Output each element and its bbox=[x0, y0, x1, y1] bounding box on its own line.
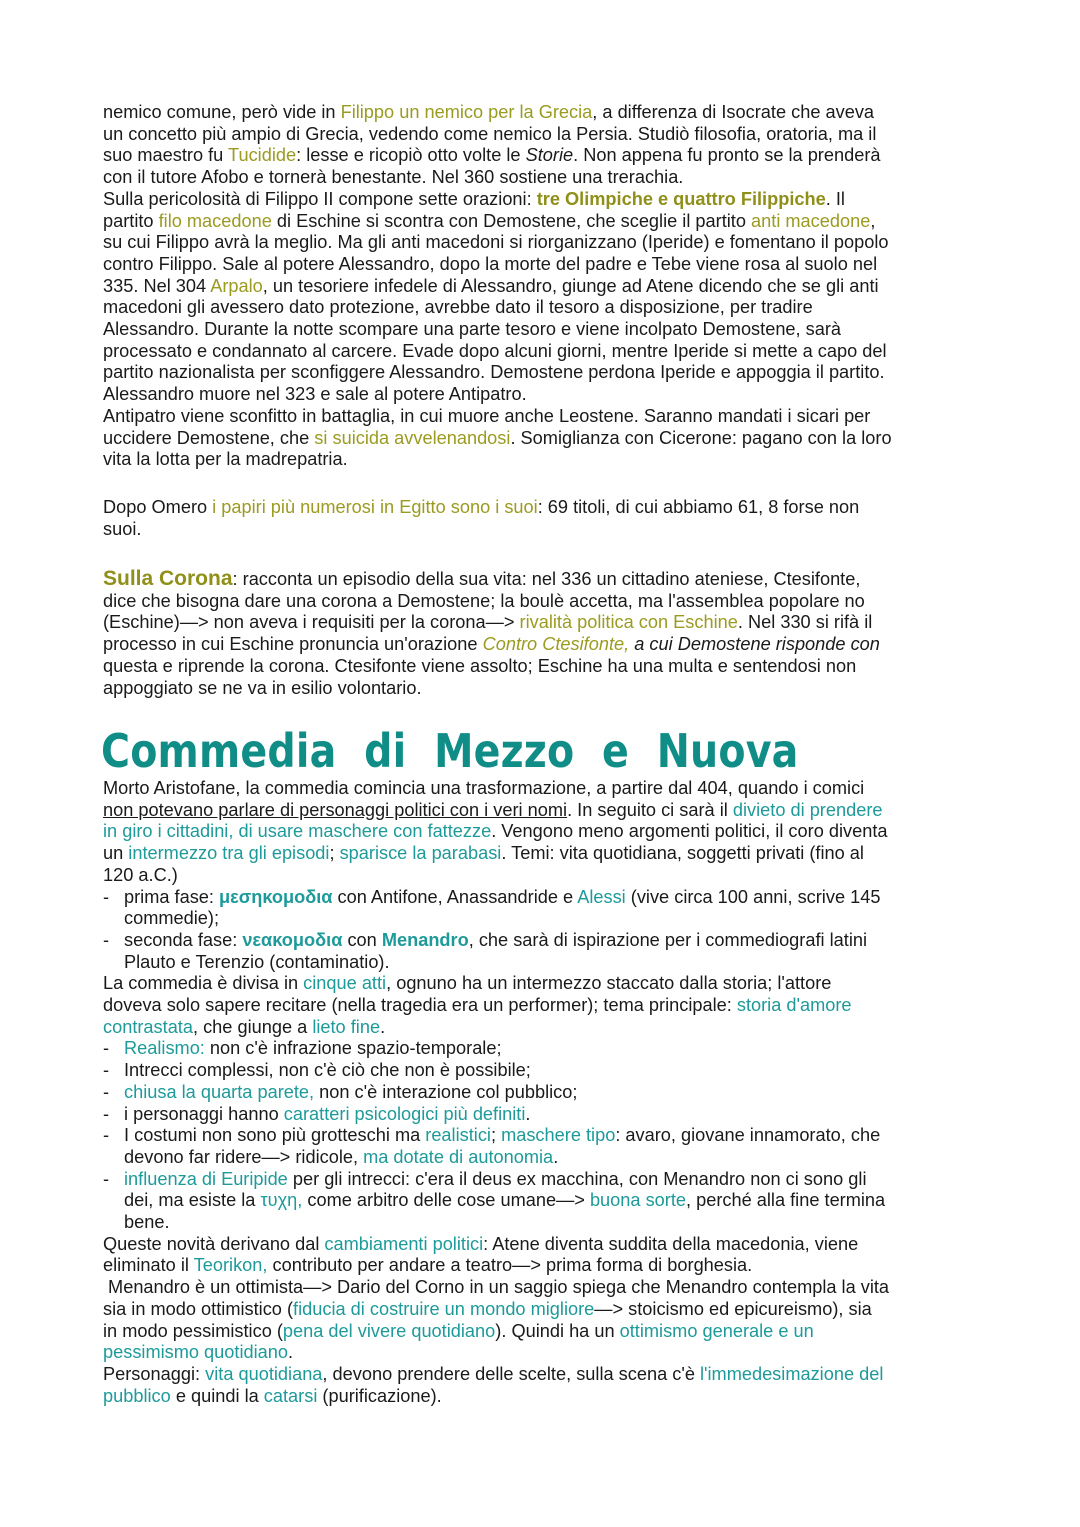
text-line: suo maestro fu Tucidide: lesse e ricopiò otto volte le Storie. Non appena fu pronto se la prenderà bbox=[103, 145, 881, 166]
text-line: Antipatro viene sconfitto in battaglia, in cui muore anche Leostene. Saranno mandati i sicari per bbox=[103, 405, 871, 426]
text-line: dice che bisogna dare una corona a Demostene; la boulè accetta, ma l'assemblea popolare no bbox=[103, 590, 865, 611]
paragraph-sulla-corona bbox=[103, 568, 983, 699]
highlight-teal: in giro i cittadini bbox=[103, 821, 229, 842]
highlight-teal: caratteri psicologici più definiti bbox=[283, 1103, 526, 1124]
highlight-olive: Tucidide bbox=[228, 145, 297, 166]
highlight-teal: l'immedesimazione del bbox=[699, 1363, 884, 1384]
text-line: un concetto più ampio di Grecia, vedendo come nemico la Persia. Studiò filosofia, oratoria, ma il bbox=[103, 123, 877, 144]
bullet-dash: - bbox=[103, 1125, 110, 1146]
italic-title: Storie bbox=[525, 145, 574, 166]
list-item: - I costumi non sono più grotteschi ma realistici; maschere tipo: avaro, giovane innamorato, che devono far ridere—> ridicole, ma dotate di autonomia. bbox=[103, 1125, 881, 1167]
highlight-teal: maschere tipo bbox=[501, 1125, 616, 1146]
text-line: processo in cui Eschine pronuncia un'orazione Contro Ctesifonte, a cui Demostene risponde con bbox=[103, 634, 880, 655]
section-heading: Commedia di Mezzo e Nuova bbox=[101, 724, 799, 778]
list-item: - chiusa la quarta parete, non c'è interazione col pubblico; bbox=[103, 1081, 578, 1102]
text-line: in giro i cittadini, di usare maschere con fattezze. Vengono meno argomenti politici, il coro diventa bbox=[103, 821, 888, 842]
bullet-dash: - bbox=[103, 886, 110, 907]
paragraph-demostene bbox=[103, 102, 983, 471]
highlight-teal: intermezzo tra gli episodi bbox=[128, 843, 330, 864]
text-line: Sulla pericolosità di Filippo II compone sette orazioni: tre Olimpiche e quattro Filippiche. Il bbox=[103, 188, 845, 209]
greek-term: τυχη, bbox=[260, 1190, 303, 1211]
section-subtitle: Sulla Corona bbox=[103, 567, 233, 590]
highlight-olive: anti macedone bbox=[751, 210, 871, 231]
highlight-teal: ottimismo generale e un bbox=[619, 1320, 814, 1341]
bullet-dash: - bbox=[103, 1168, 110, 1189]
text-line: 120 a.C.) bbox=[103, 864, 178, 885]
underlined-text: non potevano parlare di personaggi politici con i veri nomi bbox=[103, 799, 568, 820]
text-line: su cui Filippo avrà la meglio. Ma gli anti macedoni si riorganizzano (Iperide) e fomentano il popolo bbox=[103, 232, 889, 253]
text-line: contro Filippo. Sale al potere Alessandro, dopo la morte del padre e Tebe viene rosa al suolo nel bbox=[103, 253, 878, 274]
text-line: macedoni gli avessero dato protezione, avrebbe dato il tesoro a disposizione, per tradire bbox=[103, 297, 813, 318]
list-item: - seconda fase: νεακομοδια con Menandro, che sarà di ispirazione per i commediografi latini Plauto e Terenzio (contaminatio). bbox=[103, 929, 868, 972]
highlight-teal: cinque atti bbox=[303, 973, 387, 994]
text-line: Alessandro muore nel 323 e sale al potere Antipatro. bbox=[103, 384, 527, 405]
highlight-teal: divieto di prendere bbox=[732, 799, 883, 820]
highlight-teal: Alessi bbox=[577, 886, 626, 907]
highlight-olive-bold: tre Olimpiche e quattro Filippiche bbox=[536, 188, 826, 209]
highlight-teal: lieto fine bbox=[312, 1016, 381, 1037]
highlight-teal: catarsi bbox=[263, 1385, 318, 1406]
text-line: Queste novità derivano dal cambiamenti politici: Atene diventa suddita della macedonia, viene bbox=[103, 1233, 859, 1254]
text-line: eliminato il Teorikon, contributo per andare a teatro—> prima forma di borghesia. bbox=[103, 1255, 753, 1276]
highlight-teal: pena del vivere quotidiano bbox=[282, 1320, 496, 1341]
highlight-teal: buona sorte bbox=[589, 1190, 686, 1211]
text-line: in modo pessimistico (pena del vivere quotidiano). Quindi ha un ottimismo generale e un bbox=[103, 1320, 814, 1341]
highlight-teal: cambiamenti politici bbox=[324, 1233, 484, 1254]
text-line: Dopo Omero i papiri più numerosi in Egitto sono i suoi: 69 titoli, di cui abbiamo 61, 8 forse non bbox=[103, 497, 860, 517]
list-item: - i personaggi hanno caratteri psicologici più definiti. bbox=[103, 1103, 531, 1124]
text-line: pubblico e quindi la catarsi (purificazione). bbox=[103, 1385, 442, 1406]
highlight-teal: vita quotidiana bbox=[205, 1363, 323, 1384]
highlight-olive: filo macedone bbox=[158, 210, 272, 231]
list-item: - prima fase: μεσηκομοδια con Antifone, Anassandride e Alessi (vive circa 100 anni, scrive 145 commedie); bbox=[103, 886, 881, 929]
bullet-dash: - bbox=[103, 1103, 110, 1124]
greek-term: μεσηκομοδια bbox=[219, 886, 333, 907]
text-line: un intermezzo tra gli episodi; sparisce la parabasi. Temi: vita quotidiana, soggetti privati (fino al bbox=[103, 843, 864, 864]
text-line: doveva solo sapere recitare (nella tragedia era un performer); tema principale: storia d'amore bbox=[103, 995, 852, 1016]
text-line: partito nazionalista per sconfiggere Alessandro. Demostene perdona Iperide e appoggia il partito. bbox=[103, 362, 885, 383]
highlight-teal: influenza di Euripide bbox=[124, 1168, 288, 1189]
highlight-teal: di usare maschere con fattezze bbox=[238, 821, 492, 842]
bullet-dash: - bbox=[103, 1081, 110, 1102]
highlight-teal: sparisce la parabasi bbox=[339, 843, 502, 864]
text-line: suoi. bbox=[103, 518, 142, 539]
text-line: Alessandro. Durante la notte scompare una parte tesoro e viene incolpato Demostene, sarà bbox=[103, 319, 842, 340]
text-line: vita la lotta per la madrepatria. bbox=[103, 449, 348, 470]
highlight-teal-bold: Menandro bbox=[381, 929, 469, 950]
highlight-teal: pessimismo quotidiano bbox=[103, 1342, 289, 1363]
text-line: (Eschine)—> non aveva i requisiti per la corona—> rivalità politica con Eschine. Nel 330 si rifà il bbox=[103, 612, 873, 633]
text-line: processato e condannato al carcere. Evade dopo alcuni giorni, mentre Iperide si mette a capo del bbox=[103, 340, 887, 361]
text-line: Morto Aristofane, la commedia comincia una trasformazione, a partire dal 404, quando i comici bbox=[103, 778, 865, 798]
text-line: La commedia è divisa in cinque atti, ognuno ha un intermezzo staccato dalla storia; l'attore bbox=[103, 973, 832, 994]
paragraph-papiri bbox=[103, 497, 983, 540]
text-line: questa e riprende la corona. Ctesifonte viene assolto; Eschine ha una multa e sentendosi non bbox=[103, 655, 857, 676]
highlight-olive-italic: Contro Ctesifonte, bbox=[482, 634, 630, 655]
bullet-dash: - bbox=[103, 1038, 110, 1059]
text-line: contrastata, che giunge a lieto fine. bbox=[103, 1016, 386, 1037]
list-item: - Intrecci complessi, non c'è ciò che non è possibile; bbox=[103, 1060, 531, 1081]
highlight-teal: chiusa la quarta parete, bbox=[124, 1081, 315, 1102]
list-item: - Realismo: non c'è infrazione spazio-temporale; bbox=[103, 1038, 502, 1059]
highlight-teal: pubblico bbox=[103, 1385, 171, 1406]
text-line: non potevano parlare di personaggi politici con i veri nomi. In seguito ci sarà il divieto di prendere bbox=[103, 799, 883, 820]
text-line: con il tutore Afobo e tornerà benestante. Nel 360 sostiene una trerachia. bbox=[103, 167, 684, 188]
text-line: Sulla Corona: racconta un episodio della sua vita: nel 336 un cittadino ateniese, Ctesifonte, bbox=[103, 567, 861, 590]
highlight-teal: Teorikon, bbox=[193, 1255, 268, 1276]
highlight-teal: fiducia di costruire un mondo migliore bbox=[293, 1298, 595, 1319]
highlight-olive: si suicida avvelenandosi bbox=[314, 427, 511, 448]
highlight-olive: Filippo un nemico per la Grecia bbox=[340, 102, 593, 122]
paragraph-commedia bbox=[103, 778, 983, 1407]
highlight-teal: storia d'amore bbox=[736, 995, 852, 1016]
highlight-olive: rivalità politica con Eschine bbox=[519, 612, 738, 633]
text-line: appoggiato se ne va in esilio volontario. bbox=[103, 677, 422, 698]
greek-term: νεακομοδια bbox=[242, 929, 343, 950]
bullet-dash: - bbox=[103, 929, 110, 950]
text-line: Personaggi: vita quotidiana, devono prendere delle scelte, sulla scena c'è l'immedesimazione del bbox=[103, 1363, 884, 1384]
highlight-teal: realistici bbox=[425, 1125, 491, 1146]
text-line: uccidere Demostene, che si suicida avvelenandosi. Somiglianza con Cicerone: pagano con la loro bbox=[103, 427, 892, 448]
highlight-teal: Realismo: bbox=[124, 1038, 205, 1059]
text-line: Menandro è un ottimista—> Dario del Corno in un saggio spiega che Menandro contempla la vita bbox=[103, 1277, 890, 1298]
bullet-dash: - bbox=[103, 1060, 110, 1081]
highlight-teal: contrastata bbox=[103, 1016, 193, 1037]
text-line: partito filo macedone di Eschine si scontra con Demostene, che sceglie il partito anti macedone, bbox=[103, 210, 876, 231]
highlight-olive: i papiri più numerosi in Egitto sono i suoi bbox=[212, 497, 538, 517]
highlight-teal: ma dotate di autonomia bbox=[363, 1146, 554, 1167]
text-line: pessimismo quotidiano. bbox=[103, 1342, 294, 1363]
text-line: 335. Nel 304 Arpalo, un tesoriere infedele di Alessandro, giunge ad Atene dicendo che se gli anti bbox=[103, 275, 879, 296]
highlight-olive: Arpalo bbox=[210, 275, 263, 296]
list-item: - influenza di Euripide per gli intrecci: c'era il deus ex macchina, con Menandro non ci sono gli dei, ma esiste la τυχη, come arbitro delle cose umane—> buona sorte, perché alla fine termina bene. bbox=[103, 1168, 886, 1233]
text-line: sia in modo ottimistico (fiducia di costruire un mondo migliore—> stoicismo ed epicureismo), sia bbox=[103, 1298, 872, 1319]
text-line: nemico comune, però vide in Filippo un nemico per la Grecia, a differenza di Isocrate che aveva bbox=[103, 102, 875, 122]
